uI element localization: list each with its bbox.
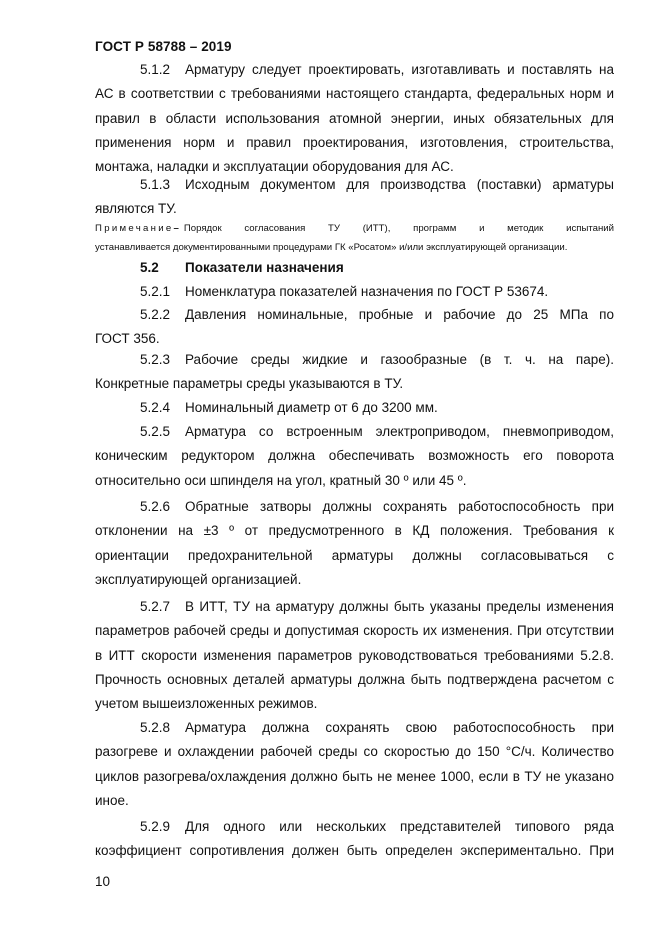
paragraph-5-1-3 bbox=[95, 173, 614, 222]
section-heading-5-2 bbox=[95, 256, 614, 280]
paragraph-line bbox=[95, 58, 614, 82]
clause-number: 5.2.3 bbox=[140, 352, 171, 367]
paragraph-line: Конкретные параметры среды указываются в ТУ. bbox=[95, 376, 404, 392]
paragraph-line bbox=[95, 595, 614, 619]
line-text: Номинальный диаметр от 6 до 3200 мм. bbox=[185, 400, 438, 415]
clause-number: 5.2.6 bbox=[140, 499, 171, 514]
paragraph-line: Прочность основных деталей арматуры должна быть подтверждена расчетом с bbox=[95, 671, 614, 687]
line-text: Рабочие среды жидкие и газообразные (в т. ч. на паре). bbox=[185, 352, 614, 367]
paragraph-line bbox=[95, 420, 614, 444]
paragraph-5-2-3 bbox=[95, 348, 614, 397]
paragraph-line bbox=[95, 348, 614, 372]
standard-header: ГОСТ Р 58788 – 2019 bbox=[95, 39, 232, 54]
page-number: 10 bbox=[95, 874, 111, 889]
paragraph-line: применения норм и правил проектирования, изготовления, строительства, bbox=[95, 134, 614, 150]
note-block bbox=[95, 219, 614, 257]
paragraph-5-2-7 bbox=[95, 595, 614, 716]
line-text: Обратные затворы должны сохранять работоспособность при bbox=[185, 499, 614, 514]
section-number: 5.2 bbox=[140, 260, 159, 275]
paragraph-5-2-2 bbox=[95, 303, 614, 352]
clause-number: 5.2.7 bbox=[140, 599, 171, 614]
line-text: Исходным документом для производства (поставки) арматуры bbox=[185, 177, 614, 192]
note-dash: – bbox=[173, 223, 179, 234]
line-text: Номенклатура показателей назначения по ГОСТ Р 53674. bbox=[185, 284, 549, 299]
paragraph-line: учетом вышеизложенных режимов. bbox=[95, 696, 318, 712]
line-text: Арматура должна сохранять свою работоспособность при bbox=[185, 720, 614, 735]
paragraph-line bbox=[95, 303, 614, 327]
paragraph-line bbox=[95, 173, 614, 197]
clause-number: 5.2.9 bbox=[140, 819, 171, 834]
paragraph-line: ориентации предохранительной арматуры должны согласовываться с bbox=[95, 547, 614, 563]
paragraph-5-2-9 bbox=[95, 815, 614, 864]
clause-number: 5.2.8 bbox=[140, 720, 171, 735]
paragraph-line: правил в области использования атомной энергии, иных обязательных для bbox=[95, 110, 614, 126]
paragraph-line: коэффициент сопротивления должен быть определен экспериментально. При bbox=[95, 843, 614, 859]
paragraph-5-1-2 bbox=[95, 58, 614, 179]
clause-number: 5.2.1 bbox=[140, 284, 171, 299]
clause-number: 5.1.2 bbox=[140, 62, 171, 77]
note-label: Примечание bbox=[95, 223, 174, 234]
paragraph-line: иное. bbox=[95, 792, 129, 808]
paragraph-line: являются ТУ. bbox=[95, 201, 177, 217]
paragraph-line: эксплуатирующей организацией. bbox=[95, 571, 302, 587]
paragraph-5-2-6 bbox=[95, 495, 614, 592]
paragraph-line: ГОСТ 356. bbox=[95, 331, 160, 347]
paragraph-line bbox=[95, 280, 614, 304]
paragraph-line bbox=[95, 396, 614, 420]
paragraph-5-2-5 bbox=[95, 420, 614, 493]
paragraph-5-2-8 bbox=[95, 716, 614, 813]
paragraph-line bbox=[95, 815, 614, 839]
paragraph-line: монтажа, наладки и эксплуатации оборудования для АС. bbox=[95, 159, 454, 175]
paragraph-5-2-1 bbox=[95, 280, 614, 304]
line-text: Давления номинальные, пробные и рабочие до 25 МПа по bbox=[185, 307, 614, 322]
paragraph-line bbox=[95, 716, 614, 740]
note-line bbox=[95, 219, 614, 238]
section-title: Показатели назначения bbox=[185, 260, 344, 275]
paragraph-line: АС в соответствии с требованиями настоящего стандарта, федеральных норм и bbox=[95, 86, 614, 102]
paragraph-line: параметров рабочей среды и допустимая скорость их изменения. При отсутствии bbox=[95, 623, 614, 639]
paragraph-5-2-4 bbox=[95, 396, 614, 420]
line-text: Арматура со встроенным электроприводом, пневмоприводом, bbox=[185, 424, 614, 439]
line-text: Для одного или нескольких представителей типового ряда bbox=[185, 819, 614, 834]
line-text: Арматуру следует проектировать, изготавливать и поставлять на bbox=[185, 62, 614, 77]
clause-number: 5.2.2 bbox=[140, 307, 171, 322]
note-line: устанавливается документированными процедурами ГК «Росатом» и/или эксплуатирующей организации. bbox=[95, 242, 568, 253]
paragraph-line: разогреве и охлаждении рабочей среды со скоростью до 150 °С/ч. Количество bbox=[95, 744, 614, 760]
paragraph-line: коническим редуктором должна обеспечивать возможность его поворота bbox=[95, 448, 614, 464]
paragraph-line: циклов разогрева/охлаждения должно быть не менее 1000, если в ТУ не указано bbox=[95, 768, 614, 784]
paragraph-line: отклонении на ±3 º от предусмотренного в КД положения. Требования к bbox=[95, 523, 614, 539]
clause-number: 5.1.3 bbox=[140, 177, 171, 192]
clause-number: 5.2.4 bbox=[140, 400, 171, 415]
note-text: Порядок согласования ТУ (ИТТ), программ и методик испытаний bbox=[183, 223, 614, 234]
section-heading bbox=[95, 256, 614, 280]
paragraph-line: в ИТТ скорости изменения параметров руководствоваться требованиями 5.2.8. bbox=[95, 647, 614, 663]
clause-number: 5.2.5 bbox=[140, 424, 171, 439]
paragraph-line: относительно оси шпинделя на угол, кратный 30 º или 45 º. bbox=[95, 472, 467, 488]
paragraph-line bbox=[95, 495, 614, 519]
line-text: В ИТТ, ТУ на арматуру должны быть указаны пределы изменения bbox=[185, 599, 614, 614]
